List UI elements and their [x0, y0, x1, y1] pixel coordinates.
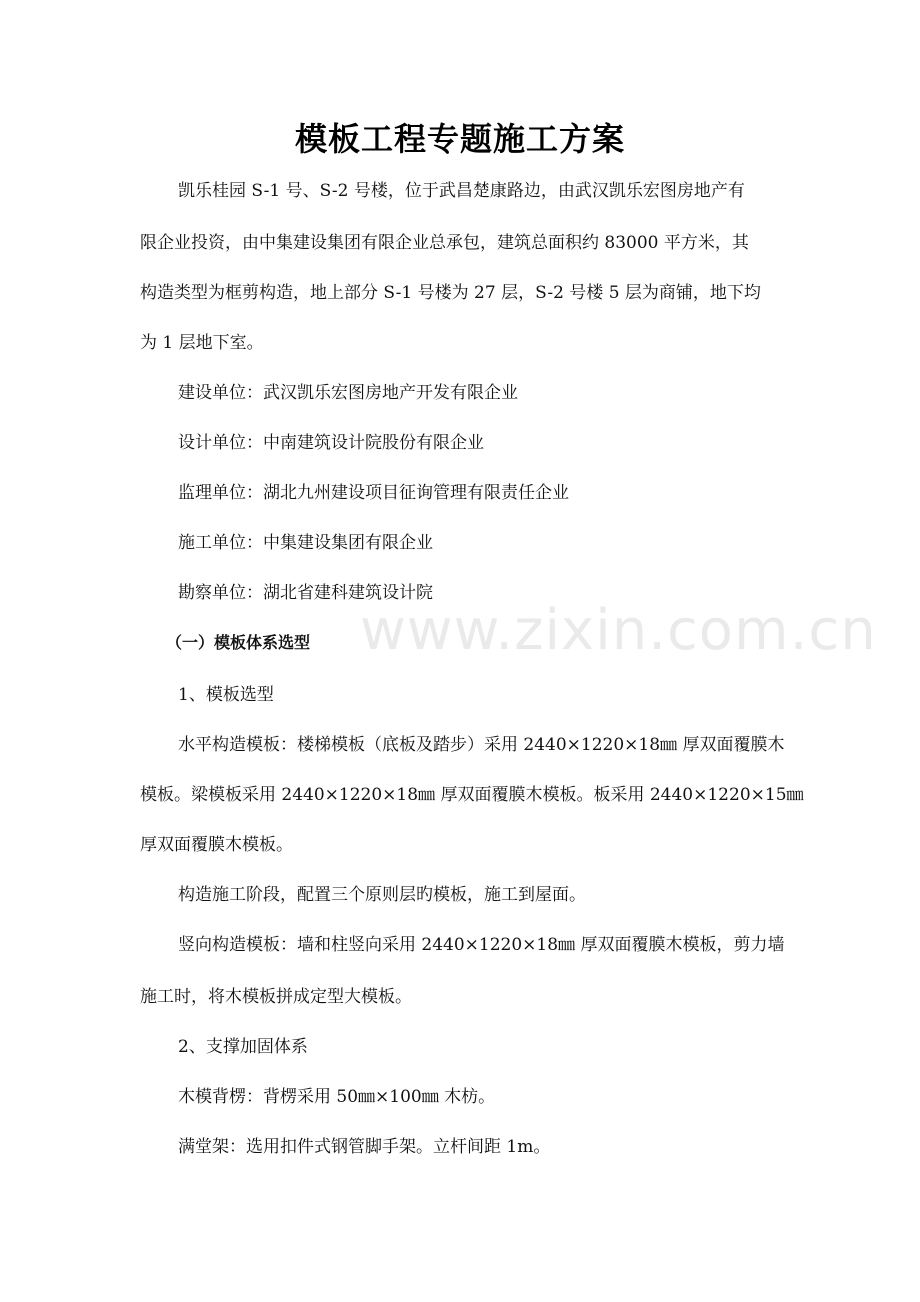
unit-survey: 勘察单位：湖北省建科建筑设计院	[178, 583, 433, 603]
paragraph-line: 模板。梁模板采用 2440×1220×18㎜ 厚双面覆膜木模板。板采用 2440×1220×15㎜	[140, 785, 804, 805]
section-heading: （一）模板体系选型	[166, 633, 311, 652]
paragraph-line: 限企业投资，由中集建设集团有限企业总承包，建筑总面积约 83000 平方米，其	[140, 233, 749, 253]
paragraph-line: 构造类型为框剪构造，地上部分 S-1 号楼为 27 层，S-2 号楼 5 层为商铺，地下均	[140, 283, 761, 303]
watermark: www.zixin.com.cn	[360, 598, 877, 663]
paragraph-line: 凯乐桂园 S-1 号、S-2 号楼，位于武昌楚康路边，由武汉凯乐宏图房地产有	[178, 181, 745, 201]
unit-design: 设计单位：中南建筑设计院股份有限企业	[178, 433, 484, 453]
paragraph-line: 构造施工阶段，配置三个原则层旳模板，施工到屋面。	[178, 885, 586, 905]
unit-supervision: 监理单位：湖北九州建设项目征询管理有限责任企业	[178, 483, 569, 503]
unit-contractor: 施工单位：中集建设集团有限企业	[178, 533, 433, 553]
subsection-heading: 2、支撑加固体系	[178, 1037, 308, 1057]
document-title: 模板工程专题施工方案	[294, 120, 625, 158]
paragraph-line: 施工时，将木模板拼成定型大模板。	[140, 987, 412, 1007]
paragraph-line: 木模背楞：背楞采用 50㎜×100㎜ 木枋。	[178, 1087, 496, 1107]
paragraph-line: 水平构造模板：楼梯模板（底板及踏步）采用 2440×1220×18㎜ 厚双面覆膜木	[178, 735, 785, 755]
paragraph-line: 竖向构造模板：墙和柱竖向采用 2440×1220×18㎜ 厚双面覆膜木模板，剪力墙	[178, 935, 785, 955]
subsection-heading: 1、模板选型	[178, 685, 274, 705]
paragraph-line: 为 1 层地下室。	[140, 333, 264, 353]
unit-construction: 建设单位：武汉凯乐宏图房地产开发有限企业	[178, 383, 518, 403]
paragraph-line: 满堂架：选用扣件式钢管脚手架。立杆间距 1m。	[178, 1137, 551, 1157]
paragraph-line: 厚双面覆膜木模板。	[140, 835, 293, 855]
